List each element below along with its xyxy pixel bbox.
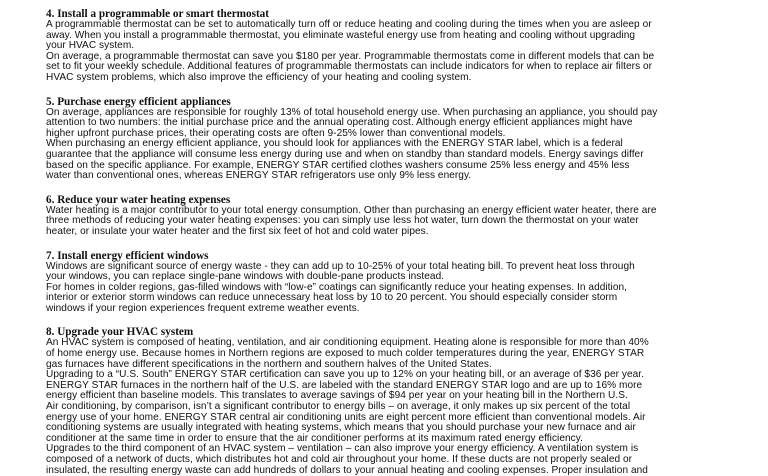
section-8 bbox=[46, 326, 736, 476]
section-7 bbox=[46, 250, 736, 315]
paragraph-line: Windows are significant source of energy waste - they can add up to 10-25% of your total heating bill. To prevent heat loss through bbox=[46, 260, 635, 272]
paragraph-line: windows if your region experiences frequent extreme weather events. bbox=[46, 302, 360, 314]
paragraph-line: ENERGY STAR furnaces in the northern half of the U.S. are labeled with the standard ENERGY STAR logo and are up to 16% more bbox=[46, 379, 643, 391]
document-page bbox=[46, 0, 736, 476]
paragraph-line: water than conventional ones, whereas ENERGY STAR refrigerators use only 9% less energy. bbox=[46, 170, 472, 182]
paragraph-line: three methods of reducing your water heating expenses: you can simply use less hot water, turn down the thermostat on your water bbox=[46, 215, 639, 227]
paragraph-line: Air conditioning, by comparison, isn’t a significant contributor to energy bills – on average, it only makes up six percent of the total bbox=[46, 401, 631, 413]
paragraph-line: higher upfront purchase prices, their operating costs are often 9-25% lower than conventional models. bbox=[46, 127, 506, 139]
section-heading: 4. Install a programmable or smart thermostat bbox=[46, 8, 269, 20]
paragraph-line: guarantee that the appliance will consume less energy during use and when on standby than standard models. Energy savings differ bbox=[46, 148, 644, 160]
paragraph-line: composed of a network of ducts, which distributes hot and cold air throughout your home. If these ducts are not properly sealed or bbox=[46, 454, 633, 465]
paragraph-line: gas furnaces have different specifications in the northern and southern halves of the United States. bbox=[46, 358, 492, 370]
section-spacer bbox=[46, 238, 736, 250]
paragraph-line: interior or exterior storm windows can reduce unnecessary heat loss by 10 to 20 percent. You should especially consider storm bbox=[46, 292, 618, 304]
paragraph-line: conditioner at the same time in order to ensure that the air conditioner performs at its maximum rated energy efficiency. bbox=[46, 432, 583, 444]
section-spacer bbox=[46, 182, 736, 194]
section-heading: 6. Reduce your water heating expenses bbox=[46, 193, 231, 206]
paragraph-line: your HVAC system. bbox=[46, 40, 135, 52]
section-heading: 8. Upgrade your HVAC system bbox=[46, 326, 194, 339]
paragraph-line: attention to two numbers: the initial purchase price and the annual operating cost. Although energy efficient appliances might have bbox=[46, 117, 633, 129]
section-heading: 7. Install energy efficient windows bbox=[46, 249, 209, 262]
section-6 bbox=[46, 194, 736, 238]
section-4 bbox=[46, 8, 736, 84]
section-spacer bbox=[46, 84, 736, 96]
paragraph-line: insulated, the resulting energy waste can add hundreds of dollars to your annual heating and cooling expenses. Proper insulation and bbox=[46, 464, 648, 476]
paragraph-line: of home energy use. Because homes in Northern regions are exposed to much colder temperatures during the year, ENERGY STAR bbox=[46, 348, 645, 360]
sections-container bbox=[46, 8, 736, 476]
paragraph-line: On average, appliances are responsible for roughly 13% of total household energy use. When purchasing an appliance, you should pay bbox=[46, 106, 658, 118]
paragraph-line: HVAC system problems, which also improve the efficiency of your heating and cooling system. bbox=[46, 71, 472, 83]
paragraph-line: When purchasing an energy efficient appliance, you should look for appliances with the ENERGY STAR label, which is a federal bbox=[46, 138, 623, 150]
paragraph-line: Upgrades to the third component of an HVAC system – ventilation – can also improve your energy efficiency. A ventilation system is bbox=[46, 443, 639, 455]
section-5 bbox=[46, 96, 736, 182]
section-heading: 5. Purchase energy efficient appliances bbox=[46, 95, 231, 108]
paragraph-line: For homes in colder regions, gas-filled windows with “low-e” coatings can significantly reduce your heating expenses. In addition, bbox=[46, 281, 628, 293]
paragraph-line: based on the specific appliance. For example, ENERGY STAR certified clothes washers consume 25% less energy and 45% less bbox=[46, 159, 630, 171]
paragraph-line: conditioning systems are usually integrated with heating systems, which means that you should purchase your new furnace and air bbox=[46, 422, 636, 434]
paragraph-line: Upgrading to a “U.S. South” ENERGY STAR certification can save you up to 12% on your heating bill, or an average of $36 per year. bbox=[46, 369, 645, 381]
top-fragment bbox=[46, 0, 736, 8]
paragraph-line: your windows, you can replace single-pane windows with double-pane products instead. bbox=[46, 271, 445, 283]
paragraph-line: set to fit your weekly schedule. Additional features of programmable thermostats can include indicators for when to replace air filters or bbox=[46, 61, 653, 73]
paragraph-line: A programmable thermostat can be set to automatically turn off or reduce heating and cooling during the times when you are asleep or bbox=[46, 19, 652, 30]
paragraph-line: Water heating is a major contributor to your total energy consumption. Other than purchasing an energy efficient water heater, there are bbox=[46, 204, 657, 216]
paragraph-line: energy efficient than baseline models. This translates to average savings of $94 per year on your heating bill in the Northern U.S. bbox=[46, 390, 628, 402]
paragraph-line: An HVAC system is composed of heating, ventilation, and air conditioning equipment. Heating alone is responsible for more than 40% bbox=[46, 337, 649, 349]
paragraph-line: On average, a programmable thermostat can save you $180 per year. Programmable thermostats come in different models that can be bbox=[46, 50, 655, 62]
paragraph-line: heater, or insulate your water heater and the first six feet of hot and cold water pipes. bbox=[46, 225, 429, 237]
paragraph-line: away. When you install a programmable thermostat, you eliminate wasteful energy use from heating and cooling without upgrading bbox=[46, 29, 636, 41]
section-spacer bbox=[46, 314, 736, 326]
paragraph-line: energy use of your home. ENERGY STAR central air conditioning units are eight percent more efficient than conventional models. Air bbox=[46, 411, 646, 423]
